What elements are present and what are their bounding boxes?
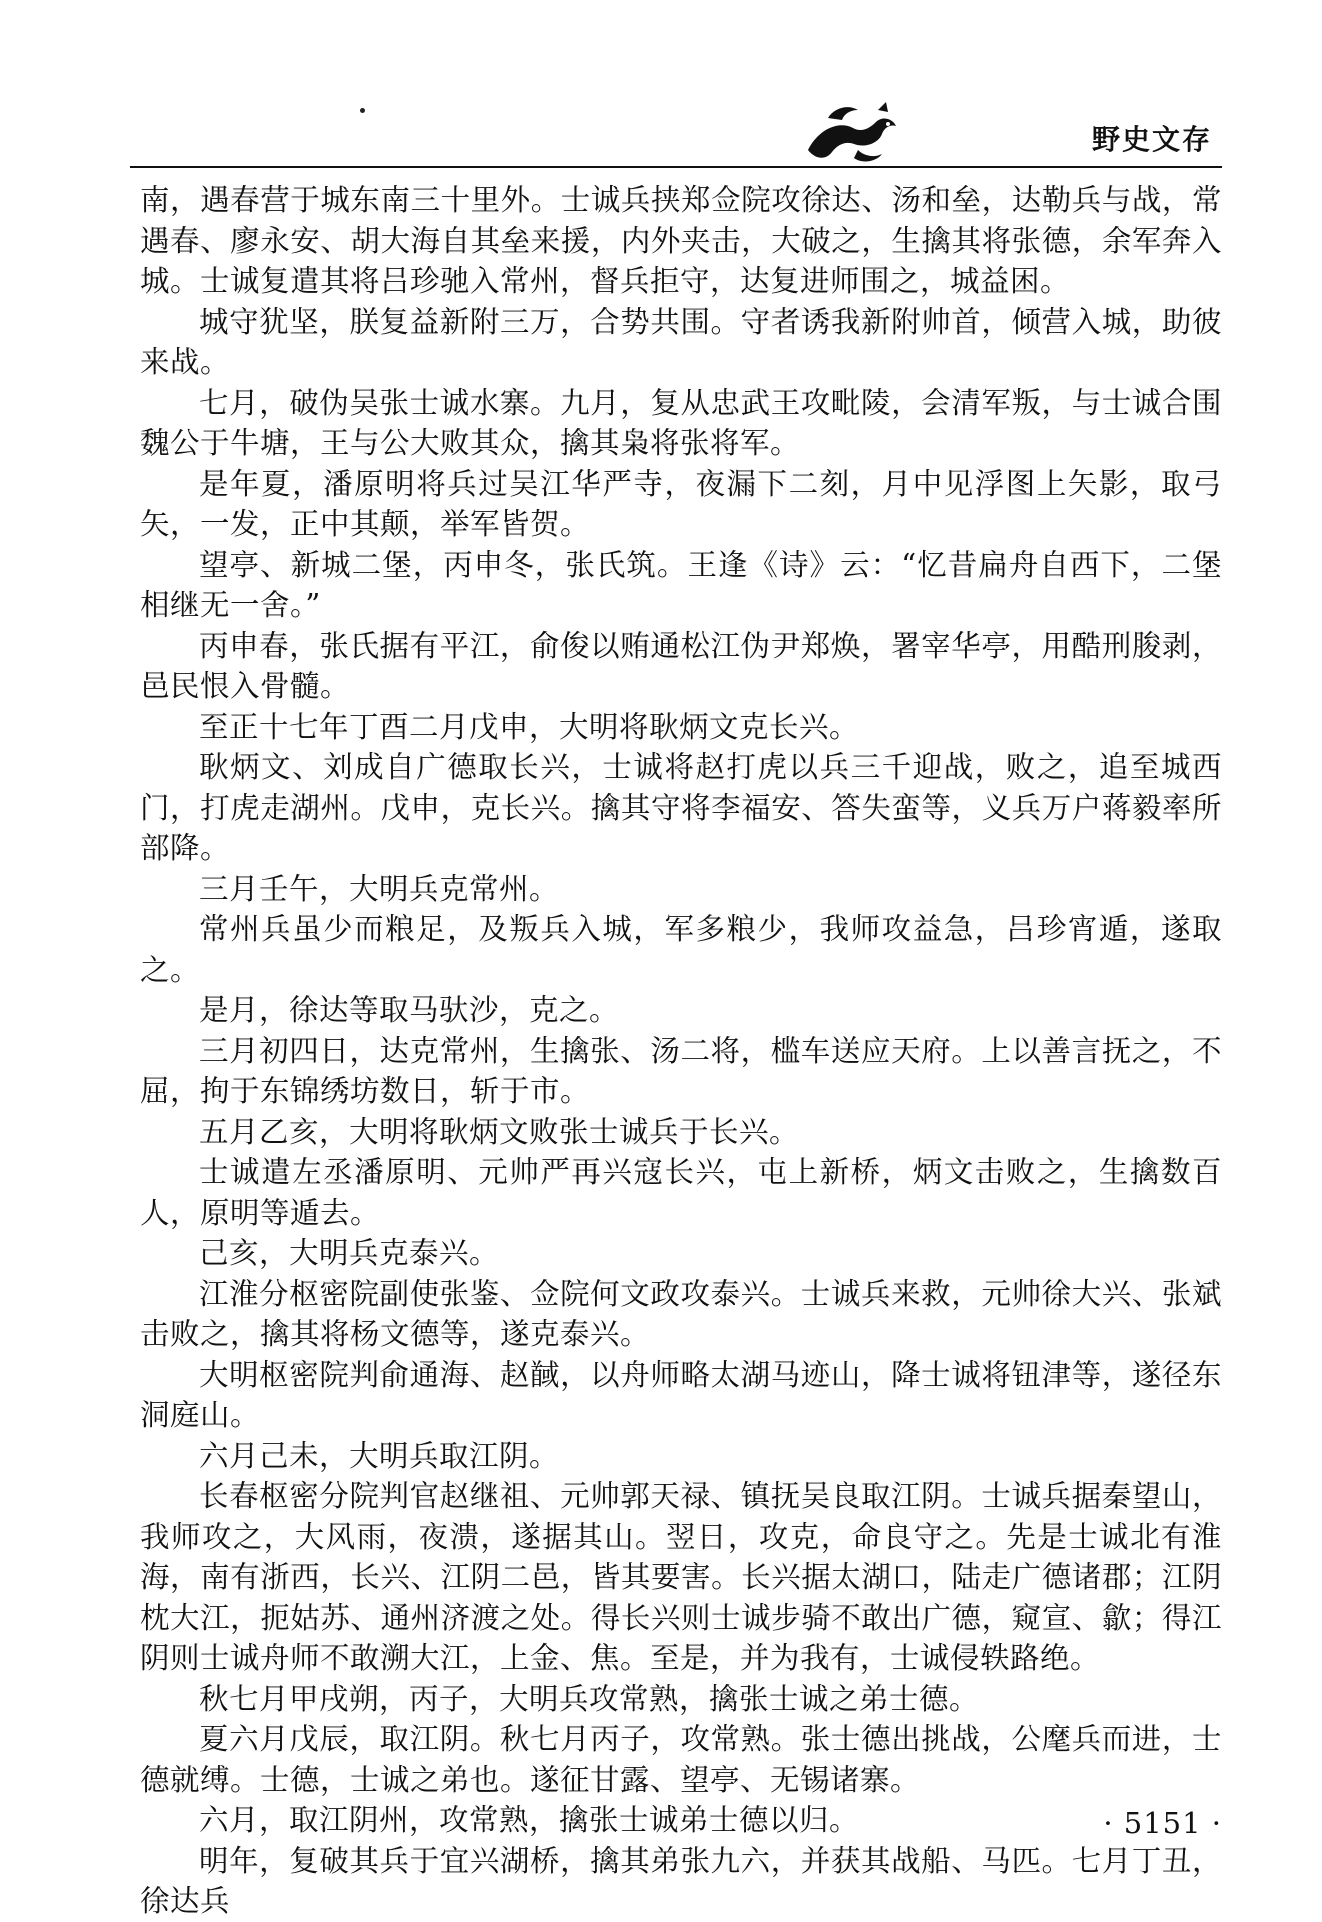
paragraph: 是月，徐达等取马驮沙，克之。 bbox=[199, 993, 620, 1027]
paragraph: 士诚遣左丞潘原明、元帅严再兴寇长兴，屯上新桥，炳文击败之，生擒数百人，原明等遁去。 bbox=[140, 1155, 1222, 1230]
paragraph: 六月己未，大明兵取江阴。 bbox=[199, 1438, 560, 1473]
paragraph: 城守犹坚，朕复益新附三万，合势共围。守者诱我新附帅首，倾营入城，助彼来战。 bbox=[140, 304, 1222, 379]
paragraph: 六月，取江阴州，攻常熟，擒张士诚弟士德以归。 bbox=[199, 1803, 860, 1837]
paragraph: 望亭、新城二堡，丙申冬，张氏筑。王逢《诗》云：“忆昔扁舟自西下，二堡相继无一舍。” bbox=[140, 547, 1222, 622]
paragraph: 三月壬午，大明兵克常州。 bbox=[199, 871, 560, 906]
paragraph: 大明枢密院判俞通海、赵馘，以舟师略太湖马迹山，降士诚将钮津等，遂径东洞庭山。 bbox=[140, 1357, 1222, 1432]
body-text bbox=[140, 180, 1222, 1922]
paragraph: 长春枢密分院判官赵继祖、元帅郭天禄、镇抚吴良取江阴。士诚兵据秦望山，我师攻之，大风雨，夜溃，遂据其山。翌日，攻克，命良守之。先是士诚北有淮海，南有浙西，长兴、江阴二邑，皆其要害。长兴据太湖口，陆走广德诸郡；江阴枕大江，扼姑苏、通州济渡之处。得长兴则士诚步骑不敢出广德，窥宣、歙；得江阴则士诚舟师不敢溯大江，上金、焦。至是，并为我有，士诚侵轶路绝。 bbox=[140, 1479, 1222, 1675]
paragraph: 江淮分枢密院副使张鉴、佥院何文政攻泰兴。士诚兵来救，元帅徐大兴、张斌击败之，擒其将杨文德等，遂克泰兴。 bbox=[140, 1276, 1222, 1351]
paragraph: 秋七月甲戌朔，丙子，大明兵攻常熟，擒张士诚之弟士德。 bbox=[199, 1681, 980, 1716]
paragraph: 七月，破伪吴张士诚水寨。九月，复从忠武王攻毗陵，会清军叛，与士诚合围魏公于牛塘，王与公大败其众，擒其枭将张将军。 bbox=[140, 385, 1222, 460]
dragon-emblem-icon bbox=[798, 100, 908, 166]
paragraph: 夏六月戊辰，取江阴。秋七月丙子，攻常熟。张士德出挑战，公麾兵而进，士德就缚。士德，士诚之弟也。遂征甘露、望亭、无锡诸寨。 bbox=[140, 1722, 1222, 1797]
paragraph: 至正十七年丁酉二月戊申，大明将耿炳文克长兴。 bbox=[199, 709, 860, 744]
header-rule bbox=[130, 166, 1222, 168]
paragraph: 常州兵虽少而粮足，及叛兵入城，军多粮少，我师攻益急，吕珍宵遁，遂取之。 bbox=[140, 912, 1222, 987]
page-number: · 5151 · bbox=[1103, 1806, 1222, 1840]
paragraph: 耿炳文、刘成自广德取长兴，士诚将赵打虎以兵三千迎战，败之，追至城西门，打虎走湖州。戊申，克长兴。擒其守将李福安、答失蛮等，义兵万户蒋毅率所部降。 bbox=[140, 750, 1222, 865]
paragraph: 是年夏，潘原明将兵过吴江华严寺，夜漏下二刻，月中见浮图上矢影，取弓矢，一发，正中其颠，举军皆贺。 bbox=[140, 466, 1222, 541]
paragraph: 明年，复破其兵于宜兴湖桥，擒其弟张九六，并获其战船、马匹。七月丁丑，徐达兵 bbox=[140, 1843, 1222, 1918]
header-title: 野史文存 bbox=[1091, 123, 1212, 156]
paragraph: 五月乙亥，大明将耿炳文败张士诚兵于长兴。 bbox=[199, 1114, 800, 1149]
running-header bbox=[130, 100, 1222, 175]
paragraph: 丙申春，张氏据有平江，俞俊以贿通松江伪尹郑焕，署宰华亭，用酷刑朘剥，邑民恨入骨髓。 bbox=[140, 628, 1222, 703]
paragraph: 己亥，大明兵克泰兴。 bbox=[199, 1236, 500, 1270]
paragraph: 南，遇春营于城东南三十里外。士诚兵挟郑佥院攻徐达、汤和垒，达勒兵与战，常遇春、廖永安、胡大海自其垒来援，内外夹击，大破之，生擒其将张德，余军奔入城。士诚复遣其将吕珍驰入常州，督兵拒守，达复进师围之，城益困。 bbox=[140, 183, 1222, 298]
paragraph: 三月初四日，达克常州，生擒张、汤二将，槛车送应天府。上以善言抚之，不屈，拘于东锦绣坊数日，斩于市。 bbox=[140, 1033, 1222, 1108]
